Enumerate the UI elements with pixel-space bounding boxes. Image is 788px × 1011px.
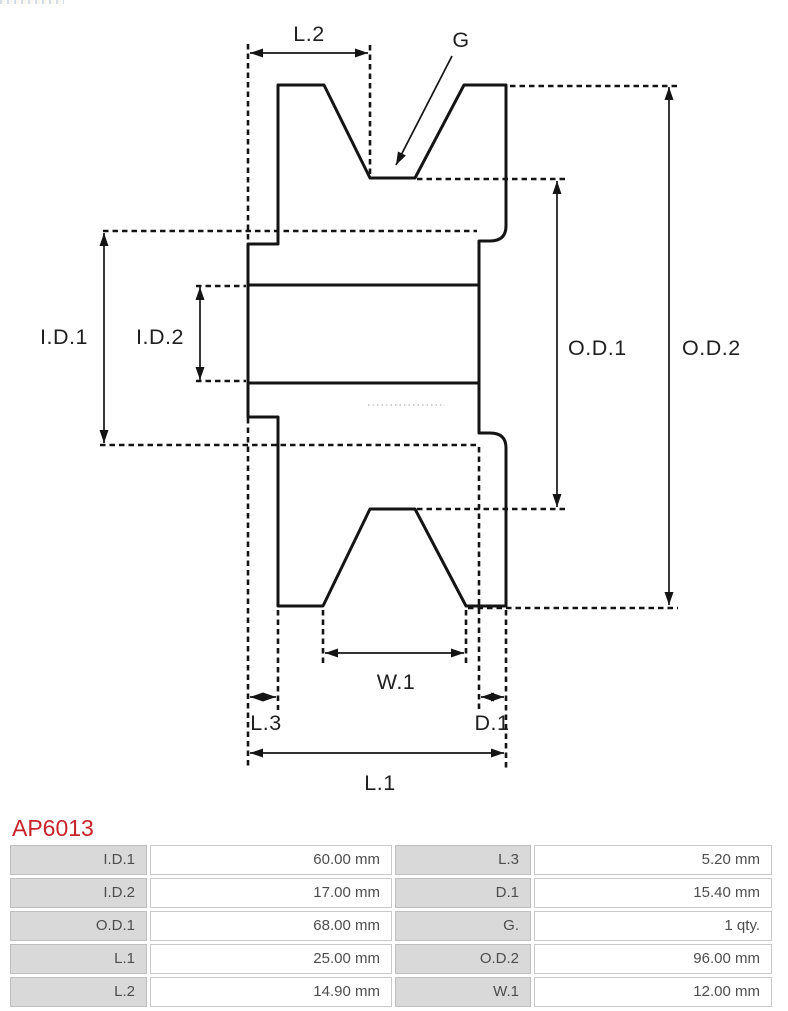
spec-label: W.1 <box>395 977 531 1007</box>
spec-label: L.2 <box>10 977 147 1007</box>
spec-label: D.1 <box>395 878 531 908</box>
spec-value: 5.20 mm <box>534 845 772 875</box>
spec-value: 96.00 mm <box>534 944 772 974</box>
dimension-labels <box>40 22 741 795</box>
dim-label-l3: L.3 <box>250 711 282 735</box>
extension-lines <box>100 44 678 768</box>
spec-label: L.1 <box>10 944 147 974</box>
dim-label-l1: L.1 <box>364 771 396 795</box>
spec-label: O.D.2 <box>395 944 531 974</box>
spec-label: O.D.1 <box>10 911 147 941</box>
spec-value: 12.00 mm <box>534 977 772 1007</box>
spec-table <box>10 845 772 1007</box>
spec-value: 60.00 mm <box>150 845 392 875</box>
spec-value: 15.40 mm <box>534 878 772 908</box>
dim-label-od1: O.D.1 <box>568 336 627 360</box>
dim-label-id1: I.D.1 <box>40 325 88 349</box>
dim-label-g: G <box>452 28 470 52</box>
dim-label-id2: I.D.2 <box>136 325 184 349</box>
spec-value: 25.00 mm <box>150 944 392 974</box>
part-number: AP6013 <box>12 815 94 841</box>
scan-edge-artifact <box>0 0 64 4</box>
spec-label: I.D.1 <box>10 845 147 875</box>
spec-label: L.3 <box>395 845 531 875</box>
dim-label-w1: W.1 <box>376 670 416 694</box>
spec-label: I.D.2 <box>10 878 147 908</box>
spec-value: 17.00 mm <box>150 878 392 908</box>
pulley-outline <box>248 85 506 606</box>
dimension-lines <box>104 53 669 753</box>
dim-label-od2: O.D.2 <box>682 336 741 360</box>
spec-label: G. <box>395 911 531 941</box>
spec-value: 68.00 mm <box>150 911 392 941</box>
spec-value: 14.90 mm <box>150 977 392 1007</box>
dim-label-l2: L.2 <box>293 22 325 46</box>
leader-line-g <box>396 56 452 165</box>
spec-value: 1 qty. <box>534 911 772 941</box>
dim-label-d1: D.1 <box>474 711 510 735</box>
